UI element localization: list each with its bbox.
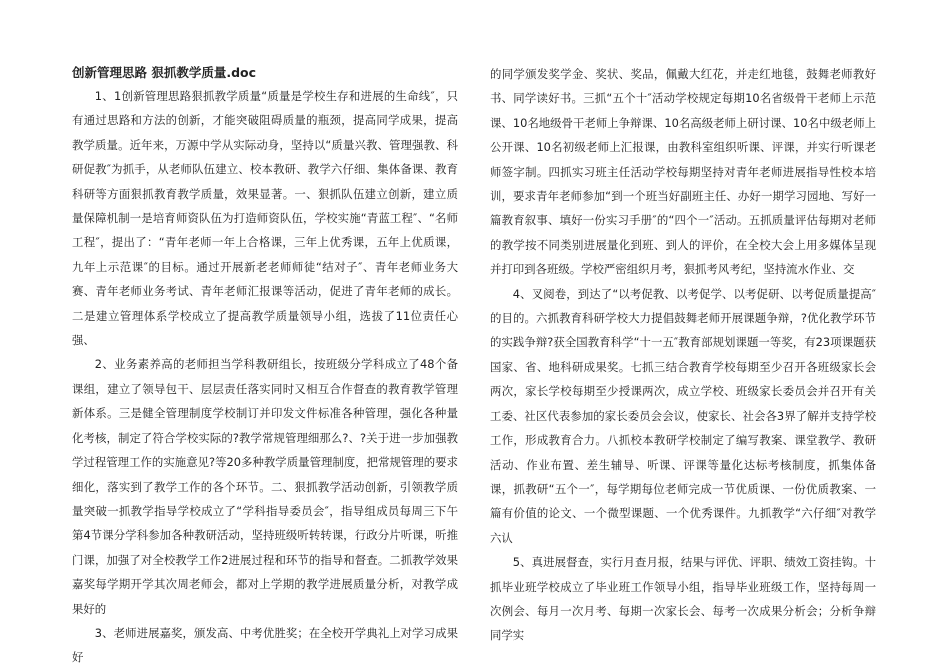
left-column [72, 62, 458, 670]
paragraph-4: 4、叉阅卷，到达了“以考促教、以考促学、以考促研、以考促质量提高″的目的。六抓教育科研学校大力提倡鼓舞老师开展课题争辩，?优化教学环节的实践争辩?获全国教育科学“十一五″教育部规划课题一等奖，有23项课题获国家、省、地科研成果奖。七抓三结合教育学校每期至少召开各班级家长会两次，家长学校每期至少授课两次，成立学校、班级家长委员会并召开有关工委、社区代表参加的家长委员会会议，使家长、社会各3界了解并支持学校工作，形成教育合力。八抓校本教研学校制定了编写教案、课堂教学、教研活动、作业布置、差生辅导、听课、评课等量化达标考核制度，抓集体备课，抓教研“五个一″，每学期每位老师完成一节优质课、一份优质教案、一篇有价值的论文、一个微型课题、一个优秀课件。九抓教学“六仔细″对教学六认 [490, 286, 876, 545]
paragraph-3-continued: 的同学颁发奖学金、奖状、奖品，佩戴大红花，并走红地毯，鼓舞老师教好书、同学读好书。三抓“五个十″活动学校规定每期10名省级骨干老师上示范课、10名地级骨干老师上争辩课、10名高级老师上研讨课、10名中级老师上公开课、10名初级老师上汇报课，由教科室组织听课、评课，并实行听课老师签字制。四抓实习班主任活动学校每期坚持对青年老师进展指导性校本培训，要求青年老师参加“到一个班当好副班主任、办好一期学习园地、写好一篇教育叙事、填好一份实习手册″的“四个一″活动。五抓质量评估每期对老师的教学按不同类别进展量化到班、到人的评价，在全校大会上用多媒体呈现并打印到各班级。学校严密组织月考，狠抓考风考纪，坚持流水作业、交 [490, 67, 876, 277]
paragraph-3: 3、老师进展嘉奖，颁发高、中考优胜奖；在全校开学典礼上对学习成果好 [72, 625, 458, 665]
paragraph-5: 5、真进展督查，实行月查月报，结果与评优、评职、绩效工资挂钩。十抓毕业班学校成立了毕业班工作领导小组，指导毕业班级工作，坚持每周一次例会、每月一次月考、每期一次家长会、每考一次成果分析会；分析争辩同学实 [490, 555, 876, 643]
paragraph-2: 2、业务素养高的老师担当学科教研组长，按班级分学科成立了48个备课组，建立了领导包干、层层责任落实同时又相互合作督查的教育教学管理新体系。三是健全管理制度学校制订并印发文件标准各种管理，强化各种量化考核，制定了符合学校实际的?教学常规管理细那么?、?关于进一步加强教学过程管理工作的实施意见?等20多种教学质量管理制度，把常规管理的要求细化，落实到了教学工作的各个环节。二、狠抓教学活动创新，引领教学质量突破一抓教学指导学校成立了“学科指导委员会″，指导组成员每周三下午第4节课分学科参加各种教研活动，坚持班级听转转课，行政分片听课，听推门课，加强了对全校教学工作2进展过程和环节的指导和督查。二抓教学效果嘉奖每学期开学其次周老师会，都对上学期的教学进展质量分析，对教学成果好的 [72, 357, 458, 616]
document-title: 创新管理思路 狠抓教学质量.doc [72, 65, 257, 80]
right-column [490, 62, 876, 648]
paragraph-1: 1、1创新管理思路狠抓教学质量“质量是学校生存和进展的生命线″，只有通过思路和方法的创新，才能突破阻碍质量的瓶颈，提高同学成果，提高教学质量。近年来，万源中学从实际动身，坚持以“质量兴教、管理强教、科研促教″为抓手，从老师队伍建立、校本教研、教学六仔细、集体备课、教育科研等方面狠抓教育教学质量，效果显著。一、狠抓队伍建立创新，建立质量保障机制一是培育师资队伍为打造师资队伍，学校实施“青蓝工程″、“名师工程″，提出了：“青年老师一年上合格课，三年上优秀课，五年上优质课，九年上示范课″的目标。通过开展新老老师师徒“结对子″、青年老师业务大赛、青年老师业务考试、青年老师汇报课等活动，促进了青年老师的成长。二是建立管理体系学校成立了提高教学质量领导小组，选拔了11位责任心强、 [72, 89, 458, 348]
